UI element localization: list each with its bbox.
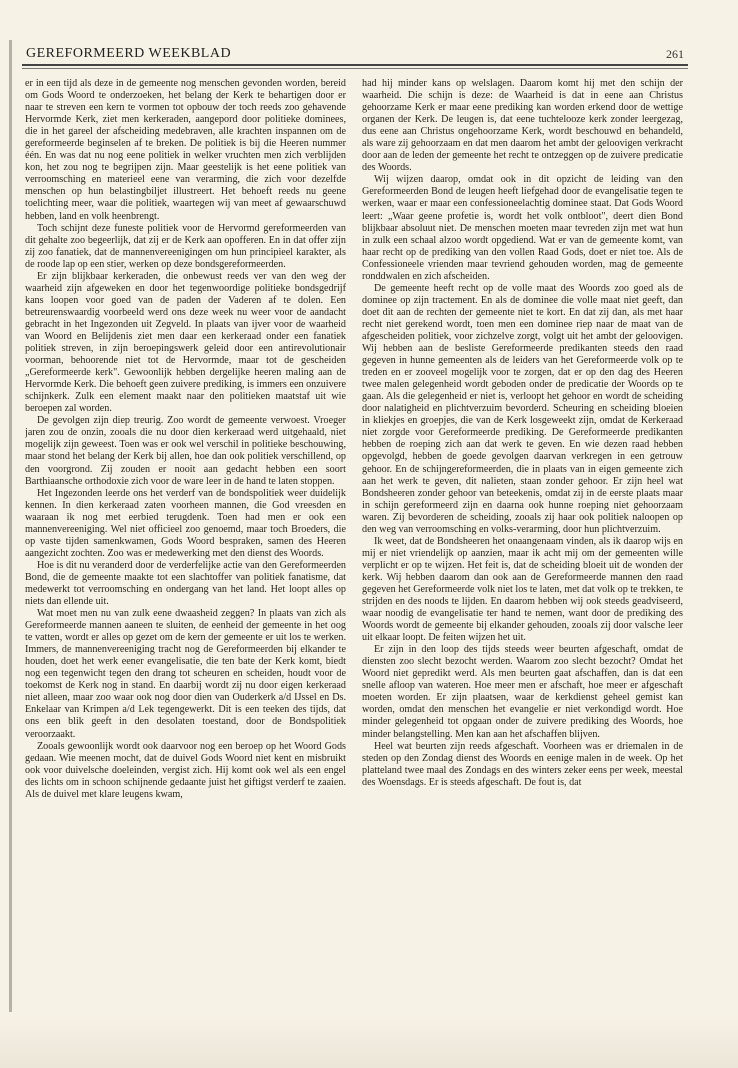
paragraph: De gevolgen zijn diep treurig. Zoo wordt de gemeente verwoest. Vroeger jaren zou de onzin, zooals die nu door dien kerkeraad werd uitgehaald, niet mogelijk zijn geweest. Toen was er ook wel verschil in politieke beschouwing, maar stond het belang der Kerk bij allen, hoe dan ook politiek verschillend, op den voorgrond. Zij zouden er nooit aan gedacht hebben een soort Barthiaansche orthodoxie zich voor de ware leer in de hand te laten stoppen. xyxy=(25,415,346,487)
paragraph: Er zijn blijkbaar kerkeraden, die onbewust reeds ver van den weg der waarheid zijn afgeweken en door het tegenwoordige politieke bondsgedrijf kans loopen voor goed van de paden der Vaderen af te dolen. Een betreurenswaardig voorbeeld werd ons deze week nu weer voor de aandacht gebracht in het Ingezonden uit Zegveld. In plaats van ijver voor de waarheid van Woord en Belijdenis ziet men daar een kerkeraad onder een fanatiek politiek streven, in zijn beroepingswerk geleid door een antirevolutionair voorman, behoorende niet tot de Hervormde, maar tot de gescheiden „Gereformeerde kerk". Gewoonlijk hebben dergelijke heeren maling aan de Hervormde Kerk. Die behoeft geen zuivere prediking, is immers een onzuivere schijnkerk. Zulk een element maakt naar den politieken maatstaf uit wie beroepen zal worden. xyxy=(25,270,346,415)
text-columns xyxy=(25,78,683,1008)
paragraph: Het Ingezonden leerde ons het verderf van de bondspolitiek weer duidelijk kennen. In dien kerkeraad zaten voorheen mannen, die God vreesden en waaraan ik nog met eerbied terugdenk. Toen had men er ook een mannenvereeniging. Wel niet officieel zoo genoemd, maar toch Broeders, die op vaste tijden samenkwamen, Gods Woord bespraken, samen des Heeren aangezicht zochten. Zoo was er medewerking met den dienst des Woords. xyxy=(25,487,346,559)
paragraph: Wij wijzen daarop, omdat ook in dit opzicht de leiding van den Gereformeerden Bond de leugen heeft liefgehad door de evangelisatie tegen te werken, waar er maar een confessioneelachtig dominee staat. Dat Gods Woord leert: „Waar geene profetie is, wordt het volk ontbloot", deert dien Bond blijkbaar absoluut niet. De menschen moeten maar tevreden zijn met wat hun in zulk een schaal alzoo wordt opgediend. Wat er van de gemeente komt, van haar recht op de prediking van den vollen Raad Gods, doet er niet toe. Als de Confessioneele vrienden maar tevriend gehouden worden, mag de gemeente ronddwalen en zich afscheiden. xyxy=(362,174,683,282)
paragraph: Zooals gewoonlijk wordt ook daarvoor nog een beroep op het Woord Gods gedaan. Wie meenen mocht, dat de duivel Gods Woord niet kent en misbruikt ook voor duivelsche doeleinden, vergist zich. Hij komt ook wel als een engel des lichts om in schoon schijnende gedaante juist het giftigst verderf te zaaien. Als de duivel met klare leugens kwam, xyxy=(25,740,346,800)
header-rule-thick xyxy=(22,64,688,66)
paragraph: Er zijn in den loop des tijds steeds weer beurten afgeschaft, omdat de diensten zoo slecht bezocht werden. Waarom zoo slecht bezocht? Omdat het Woord niet gepredikt werd. Als men beurten gaat afschaffen, dan is dat een snelle afloop van wateren. Hoe meer men er afschaft, hoe meer er afgeschaft moeten worden. Er zijn plaatsen, waar de kerkdienst geheel gemist kan worden, omdat den menschen het evangelie er niet verkondigd wordt. Hoe minder gelegenheid tot opgaan onder de zuivere prediking des Woords, hoe minder belangstelling. Men kan aan het afschaffen blijven. xyxy=(362,644,683,740)
paragraph: Ik weet, dat de Bondsheeren het onaangenaam vinden, als ik daarop wijs en mij er niet vriendelijk op aanzien, maar ik acht mij om der gemeenten wille verplicht er op te wijzen. Het feit is, dat de scheiding bloeit uit de wonden der kerk. Wij hebben daarom dan ook aan de Gereformeerde mannen den raad gegeven het Gereformeerde volk niet los te laten, met dat volk op te trekken, te strijden en des noods te lijden. En daarom hebben wij ook steeds geadviseerd, waar noodig de evangelisatie ter hand te nemen, want door de prediking des Woords wordt de gemeente bij elkander gehouden, zooals zij door valsche leer uit elkaar loopt. De feiten wijzen het uit. xyxy=(362,535,683,644)
page-number: 261 xyxy=(666,47,684,61)
paragraph: er in een tijd als deze in de gemeente nog menschen gevonden worden, bereid om Gods Woord te onderzoeken, het belang der Kerk te behartigen door er naar te streven een kern te vormen tot opbouw der toch reeds zoo gehavende Hervormde Kerk, ziet men kerkeraden, aangepord door politieke dominees, die in het gareel der afscheiding medebraven, alle krachten inspannen om de gereformeerde beginselen af te breken. De politiek is bij die Heeren nummer één. En was dat nu nog eene politiek in welker vruchten men zich verblijden kon, het zou nog te begrijpen zijn. Maar geestelijk is het eene politiek van verroomsching en materieel eene van verarming, die zich voor dezelfde menschen op hun belastingbiljet illustreert. Het behoeft reeds nu geene toelichting meer, waar die politiek, waartegen wij van meet af gewaarschuwd hebben, land en volk heenbrengt. xyxy=(25,78,346,222)
publication-title: GEREFORMEERD WEEKBLAD xyxy=(26,46,232,61)
header-rule-thin xyxy=(22,68,688,69)
paragraph: Toch schijnt deze funeste politiek voor de Hervormd gereformeerden van dit gehalte zoo begeerlijk, dat zij er de Kerk aan opofferen. En in dat offer zijn zij zoo fanatiek, dat de mannenvereenigingen om hun principieel karakter, als de roode lap op een stier, werken op deze bondsgereformeerden. xyxy=(25,222,346,270)
paragraph: Wat moet men nu van zulk eene dwaasheid zeggen? In plaats van zich als Gereformeerde mannen aaneen te sluiten, de eenheid der gemeente in het oog te vatten, wordt er alles op gezet om de kern der gemeente er uit los te werken. Immers, de mannenvereeniging tracht nog de Gereformeerden bij elkander te houden, doet het werk eener evangelisatie, die ten bate der Kerk komt, biedt nog een tegenwicht tegen den drang tot scheuren en scheiden, houdt voor de toekomst de Kerk nog in stand. En daarbij wordt zij nu door eigen kerkeraad niet alleen, maar zoo waar ook nog door dien van Ouderkerk a/d IJssel en Ds. Enkelaar van Krimpen a/d Lek tegengewerkt. Dit is een teeken des tijds, dat ons een blik geeft in den desolaten toestand, door de Bondspolitiek veroorzaakt. xyxy=(25,608,346,740)
right-column xyxy=(362,78,683,1008)
paragraph: Hoe is dit nu veranderd door de verderfelijke actie van den Gereformeerden Bond, die de gemeente maakte tot een slachtoffer van politiek fanatisme, dat medewerkt tot verroomsching en ondergang van het land. Het loopt alles op niets dan ellende uit. xyxy=(25,559,346,608)
page-bottom-margin xyxy=(0,1012,738,1068)
page-header xyxy=(26,42,684,62)
paragraph: Heel wat beurten zijn reeds afgeschaft. Voorheen was er driemalen in de steden op den Zondag dienst des Woords en eenige malen in de week. Op het platteland twee maal des Zondags en des winters zeker eens per week, meestal des Woensdags. Er is steeds afgeschaft. De fout is, dat xyxy=(362,740,683,788)
paragraph: De gemeente heeft recht op de volle maat des Woords zoo goed als de dominee op zijn tractement. En als de dominee die volle maat niet geeft, dan doet dit aan de rechten der gemeente niet te kort. En dat zij dan, als met haar recht niet gerekend wordt, toen men een dominee riep naar de maat van de afgescheiden politiek, voor zichzelve zorgt, volgt uit het ambt der geloovigen. Wij hebben aan de besliste Gereformeerde predikanten steeds den raad gegeven in hunne gemeenten als de leiders van het Gereformeerde volk op te treden en er zooveel mogelijk voor te zorgen, dat er op den dag des Heeren twee malen gelegenheid wordt geboden onder de predicatie der Woords op te gaan. Als die gelegenheid er niet is, verloopt het gehoor en wordt de scheiding door nalatigheid en plichtverzuim bevorderd. Scheuring en scheiding bloeien in kliekjes en groepjes, die van de Kerk losgeweekt zijn, omdat de Kerkeraad niet zorgde voor Gereformeerde prediking. De Gereformeerde predikanten hebben de roeping zich aan dat werk te geven. En wie dezen raad hebben opgevolgd, hebben de goede gevolgen daarvan verkregen in een getrouw gehoor. En de schijngereformeerden, die in plaats van in eigen gemeente zich aan het werk te geven, dit nalieten, staan zonder gehoor. Er zijn heel wat Bondsheeren zonder gehoor van beteekenis, omdat zij in de eerste plaats maar in schijn gereformeerd zijn en daarna ook hunne roeping niet gehoorzaam waren. Zij bevorderen de scheiding, zooals zij haar ook politiek naloopen op den weg van verroomsching en volks-verarming, door hun plichtverzuim. xyxy=(362,282,683,535)
binding-edge xyxy=(9,40,12,1020)
paragraph: had hij minder kans op welslagen. Daarom komt hij met den schijn der waarheid. Die schijn is deze: de Waarheid is dat in eene aan Christus gehoorzame Kerk er maar eene prediking kan worden erkend door de wettige organen der Kerk. De leugen is, dat eene tuchtelooze kerk zonder leergezag, dus eene aan Christus ongehoorzame Kerk, wordt beschouwd en behandeld, als ware zij gehoorzaam en dat men daarom het ambt der geloovigen verkracht door aan de leden der gemeente het recht te ontzeggen op de zuivere predicatie des Woords. xyxy=(362,78,683,174)
left-column xyxy=(25,78,346,1008)
